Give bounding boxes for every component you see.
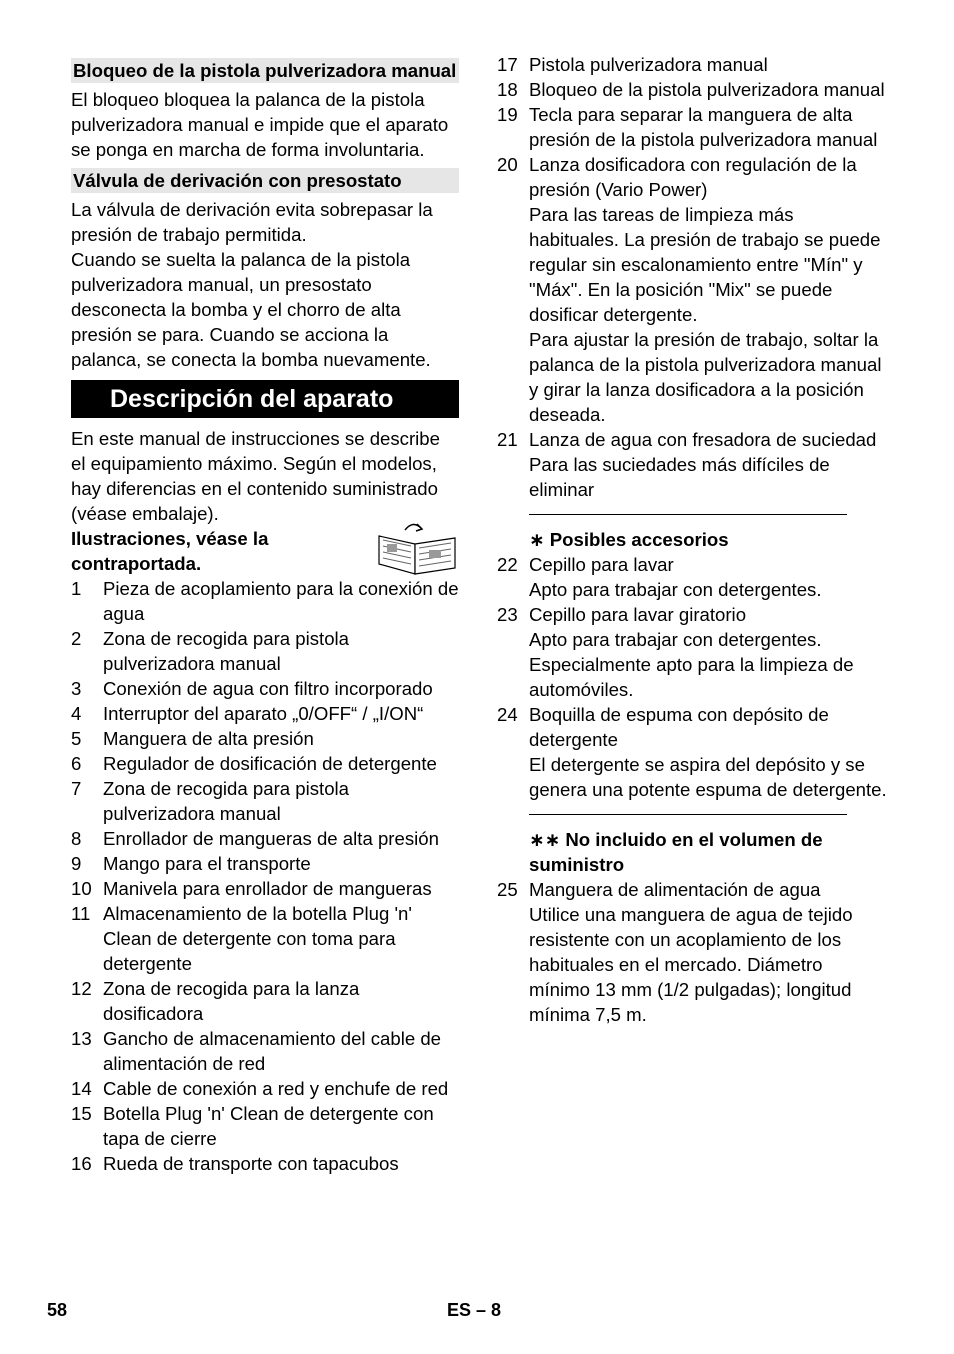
list-item: 9 Mango para el transporte: [71, 853, 311, 874]
list-item: 22 Cepillo para lavar: [497, 554, 674, 575]
accessories-heading: ∗ Posibles accesorios: [529, 529, 729, 550]
list-item: 1 Pieza de acoplamiento para la conexión de agua: [71, 578, 459, 624]
paragraph: La válvula de derivación evita sobrepasar la presión de trabajo permitida.: [71, 199, 433, 245]
double-asterisk-icon: ∗∗: [529, 829, 561, 850]
list-item: 5 Manguera de alta presión: [71, 728, 314, 749]
page-number: 58: [47, 1300, 68, 1320]
language-page-label: ES – 8: [447, 1300, 502, 1320]
list-item: 11 Almacenamiento de la botella Plug 'n' Clean de detergente con toma para detergente: [71, 903, 412, 974]
open-book-icon: [375, 520, 459, 576]
list-item: 17 Pistola pulverizadora manual: [497, 54, 768, 75]
list-item: 15 Botella Plug 'n' Clean de detergente con tapa de cierre: [71, 1103, 434, 1149]
list-item: 19 Tecla para separar la manguera de alta presión de la pistola pulverizadora manual: [497, 104, 878, 150]
list-item: 12 Zona de recogida para la lanza dosificadora: [71, 978, 360, 1024]
list-item: 16 Rueda de transporte con tapacubos: [71, 1153, 399, 1174]
item-note: Apto para trabajar con detergentes.: [529, 579, 822, 600]
illustrations-label: Ilustraciones, véase la contraportada.: [71, 528, 269, 574]
subheading-gun-lock: Bloqueo de la pistola pulverizadora manual: [71, 58, 459, 83]
list-item: 8 Enrollador de mangueras de alta presión: [71, 828, 439, 849]
list-item: 2 Zona de recogida para pistola pulverizadora manual: [71, 628, 350, 674]
asterisk-icon: ∗: [529, 529, 545, 550]
list-item: 21 Lanza de agua con fresadora de suciedad: [497, 429, 877, 450]
list-item: 3 Conexión de agua con filtro incorporado: [71, 678, 433, 699]
paragraph: En este manual de instrucciones se describe el equipamiento máximo. Según el modelos, hay diferencias en el contenido suministrado (véase embalaje).: [71, 428, 440, 524]
list-item: 10 Manivela para enrollador de mangueras: [71, 878, 432, 899]
list-item: 23 Cepillo para lavar giratorio: [497, 604, 747, 625]
subheading-bypass-valve: Válvula de derivación con presostato: [71, 168, 459, 193]
list-item: 20 Lanza dosificadora con regulación de la presión (Vario Power): [497, 154, 857, 200]
paragraph: Cuando se suelta la palanca de la pistola pulverizadora manual, un presostato desconecta la bomba y el chorro de alta presión se para. Cuando se acciona la palanca, se conecta la bomba nuevamente.: [71, 249, 431, 370]
item-note: Para las tareas de limpieza más habituales. La presión de trabajo se puede regular sin escalonamiento entre "Mín" y "Máx". En la posición "Mix" se puede dosificar detergente.: [529, 204, 881, 325]
list-item: 14 Cable de conexión a red y enchufe de red: [71, 1078, 449, 1099]
list-item: 24 Boquilla de espuma con depósito de detergente: [497, 704, 829, 750]
list-item: 13 Gancho de almacenamiento del cable de alimentación de red: [71, 1028, 442, 1074]
divider: [529, 514, 847, 515]
list-item: 4 Interruptor del aparato „0/OFF“ / „I/ON“: [71, 703, 424, 724]
item-note: El detergente se aspira del depósito y se genera una potente espuma de detergente.: [529, 754, 887, 800]
list-item: 6 Regulador de dosificación de detergente: [71, 753, 437, 774]
list-item: 18 Bloqueo de la pistola pulverizadora manual: [497, 79, 885, 100]
section-title: Descripción del aparato: [71, 380, 459, 418]
illustrations-note: [71, 526, 459, 576]
item-note: Apto para trabajar con detergentes. Especialmente apto para la limpieza de automóviles.: [529, 629, 854, 700]
item-note: Para ajustar la presión de trabajo, soltar la palanca de la pistola pulverizadora manual y girar la lanza dosificadora a la posición deseada.: [529, 329, 882, 425]
list-item: 7 Zona de recogida para pistola pulverizadora manual: [71, 778, 350, 824]
left-column: [71, 52, 459, 1176]
list-item: 25 Manguera de alimentación de agua: [497, 879, 821, 900]
item-note: Para las suciedades más difíciles de eliminar: [529, 454, 830, 500]
right-column: [497, 52, 887, 1027]
item-note: Utilice una manguera de agua de tejido resistente con un acoplamiento de los habituales en el mercado. Diámetro mínimo 13 mm (1/2 pulgadas); longitud mínima 7,5 m.: [529, 904, 853, 1025]
not-included-heading: ∗∗ No incluido en el volumen de suministro: [529, 829, 823, 875]
paragraph: El bloqueo bloquea la palanca de la pistola pulverizadora manual e impide que el aparato se ponga en marcha de forma involuntaria.: [71, 89, 449, 160]
divider: [529, 814, 847, 815]
